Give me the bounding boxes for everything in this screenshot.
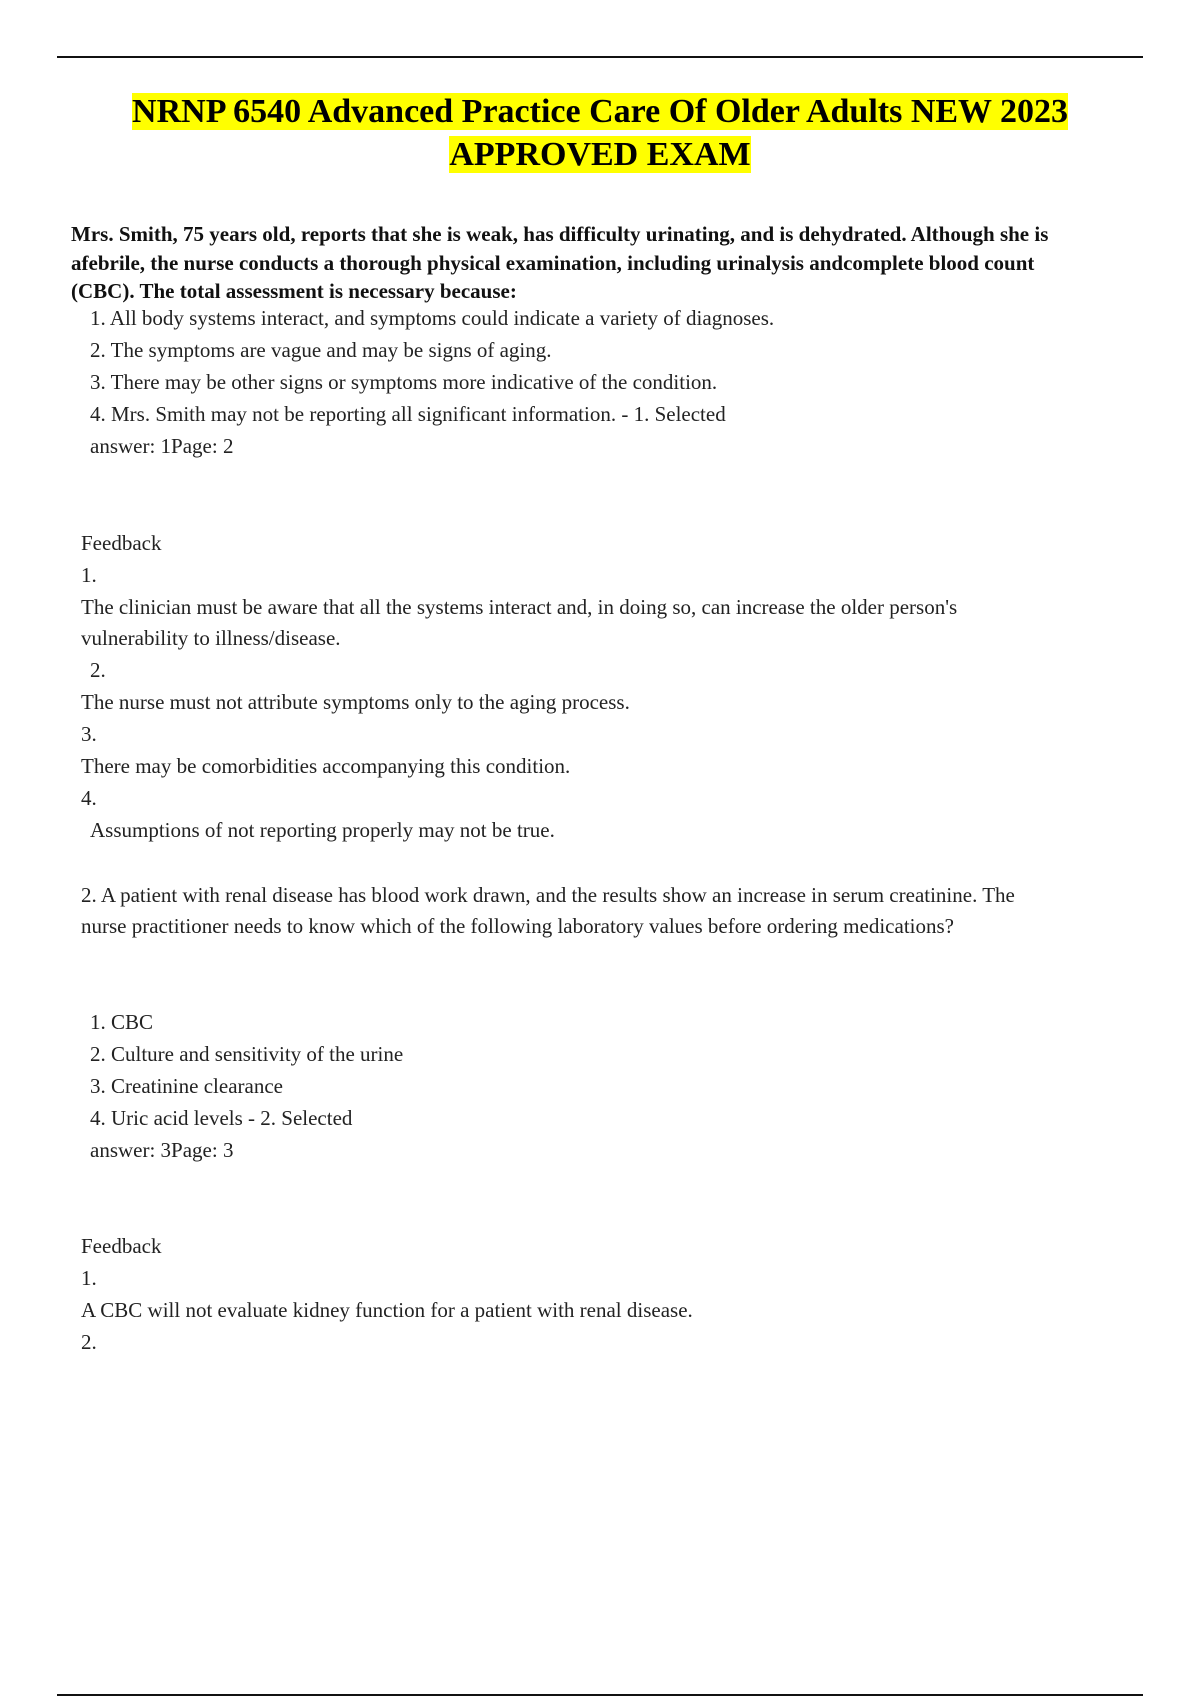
question-2-option-4: 4. Uric acid levels - 2. Selected [90,1106,353,1130]
question-2-option-1: 1. CBC [90,1010,154,1034]
question-2-feedback-1-number: 1. [81,1266,97,1290]
question-1-answer: answer: 1Page: 2 [90,434,234,458]
question-2-option-3: 3. Creatinine clearance [90,1074,283,1098]
question-2-feedback-1-text: A CBC will not evaluate kidney function for a patient with renal disease. [81,1298,693,1322]
title-line-1: NRNP 6540 Advanced Practice Care Of Older Adults NEW 2023 [132,93,1068,130]
top-rule [57,56,1143,58]
question-2-feedback-heading: Feedback [81,1234,162,1258]
question-2-feedback-2-number: 2. [81,1330,97,1354]
question-1-feedback-3-number: 3. [81,722,97,746]
question-1-option-4: 4. Mrs. Smith may not be reporting all significant information. - 1. Selected [90,402,726,426]
question-1-stem: Mrs. Smith, 75 years old, reports that she is weak, has difficulty urinating, and is dehydrated. Although she is afebrile, the nurse conducts a thorough physical examination, including urinalysis andcomplete blood count (CBC). The total assessment is necessary because: [71,222,1049,303]
question-1-feedback-heading: Feedback [81,531,162,555]
question-1-feedback-2-text: The nurse must not attribute symptoms only to the aging process. [81,690,630,714]
question-2-answer: answer: 3Page: 3 [90,1138,234,1162]
question-2-option-2: 2. Culture and sensitivity of the urine [90,1042,404,1066]
question-1-feedback-4-text: Assumptions of not reporting properly may not be true. [90,818,555,842]
bottom-rule [57,1694,1143,1696]
title-line-2: APPROVED EXAM [449,136,751,173]
question-1-feedback-1-number: 1. [81,563,97,587]
question-1-feedback-3-text: There may be comorbidities accompanying this condition. [81,754,571,778]
question-2-stem: 2. A patient with renal disease has blood work drawn, and the results show an increase in serum creatinine. The nurse practitioner needs to know which of the following laboratory values before ordering medications? [81,883,1015,938]
question-1-option-1: 1. All body systems interact, and symptoms could indicate a variety of diagnoses. [90,306,775,330]
document-title [57,90,1143,176]
question-1-feedback-4-number: 4. [81,786,97,810]
question-1-option-3: 3. There may be other signs or symptoms more indicative of the condition. [90,370,718,394]
question-1-option-2: 2. The symptoms are vague and may be signs of aging. [90,338,552,362]
question-1-feedback-1-text: The clinician must be aware that all the systems interact and, in doing so, can increase the older person's vulnerability to illness/disease. [81,595,958,650]
question-1-feedback-2-number: 2. [90,658,106,682]
